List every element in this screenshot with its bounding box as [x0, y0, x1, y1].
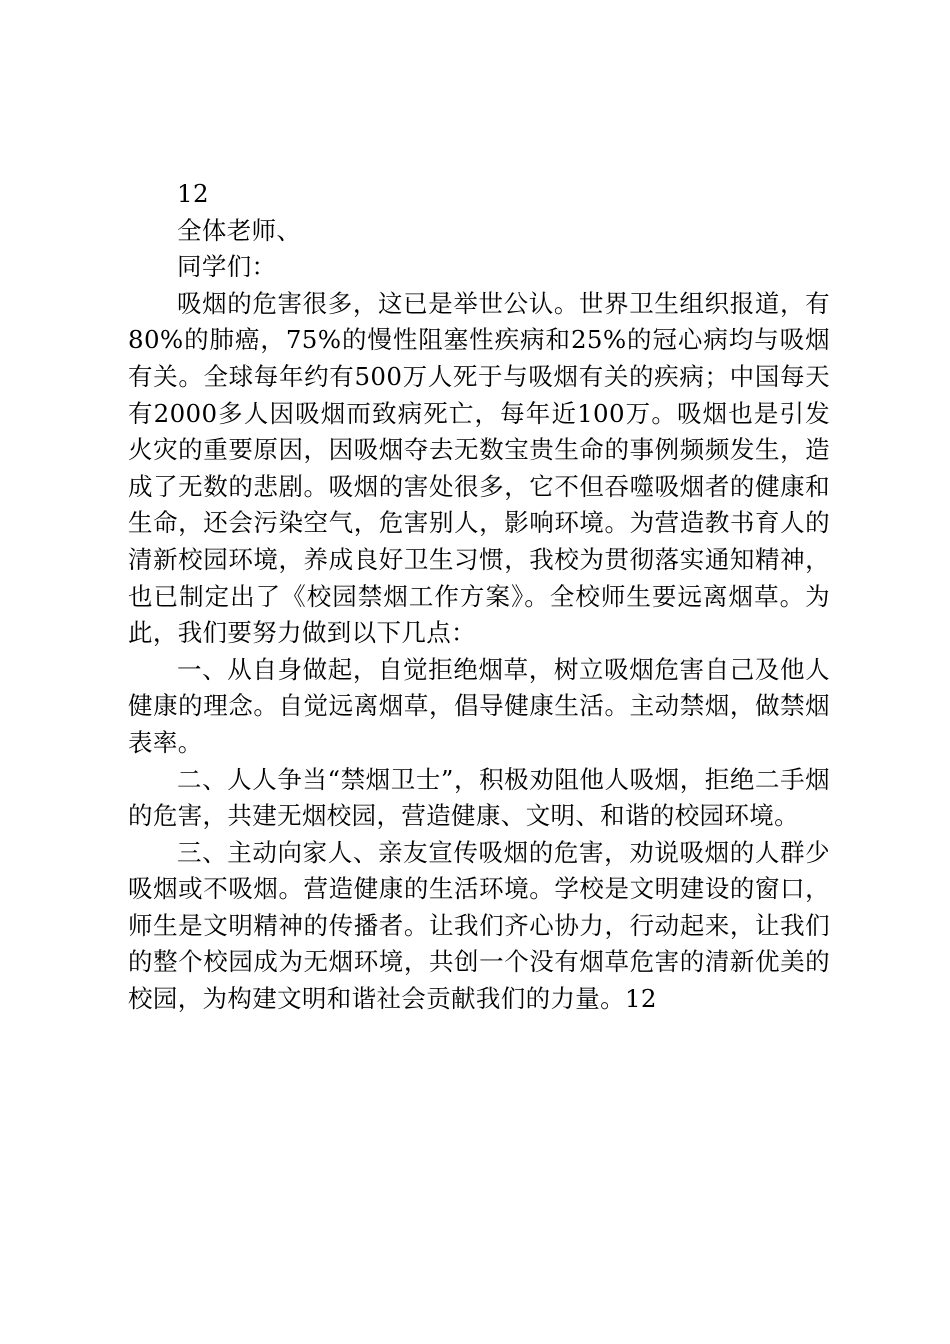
document-body: [128, 176, 830, 1018]
paragraph-point-two: 二、人人争当“禁烟卫士”，积极劝阻他人吸烟，拒绝二手烟的危害，共建无烟校园，营造健康、文明、和谐的校园环境。: [128, 764, 830, 831]
paragraph-point-three: 三、主动向家人、亲友宣传吸烟的危害，劝说吸烟的人群少吸烟或不吸烟。营造健康的生活环境。学校是文明建设的窗口，师生是文明精神的传播者。让我们齐心协力，行动起来，让我们的整个校园成为无烟环境，共创一个没有烟草危害的清新优美的校园，为构建文明和谐社会贡献我们的力量。12: [128, 837, 830, 1014]
paragraph-point-one: 一、从自身做起，自觉拒绝烟草，树立吸烟危害自己及他人健康的理念。自觉远离烟草，倡导健康生活。主动禁烟，做禁烟表率。: [128, 654, 830, 757]
salutation-students: 同学们：: [177, 252, 277, 282]
salutation-teachers: 全体老师、: [177, 215, 302, 245]
paragraph-intro: 吸烟的危害很多，这已是举世公认。世界卫生组织报道，有80%的肺癌，75%的慢性阻塞性疾病和25%的冠心病均与吸烟有关。全球每年约有500万人死于与吸烟有关的疾病；中国每天有2000多人因吸烟而致病死亡，每年近100万。吸烟也是引发火灾的重要原因，因吸烟夺去无数宝贵生命的事例频频发生，造成了无数的悲剧。吸烟的害处很多，它不但吞噬吸烟者的健康和生命，还会污染空气，危害别人，影响环境。为营造教书育人的清新校园环境，养成良好卫生习惯，我校为贯彻落实通知精神，也已制定出了《校园禁烟工作方案》。全校师生要远离烟草。为此，我们要努力做到以下几点：: [128, 288, 830, 648]
page-number-top: 12: [177, 179, 209, 208]
